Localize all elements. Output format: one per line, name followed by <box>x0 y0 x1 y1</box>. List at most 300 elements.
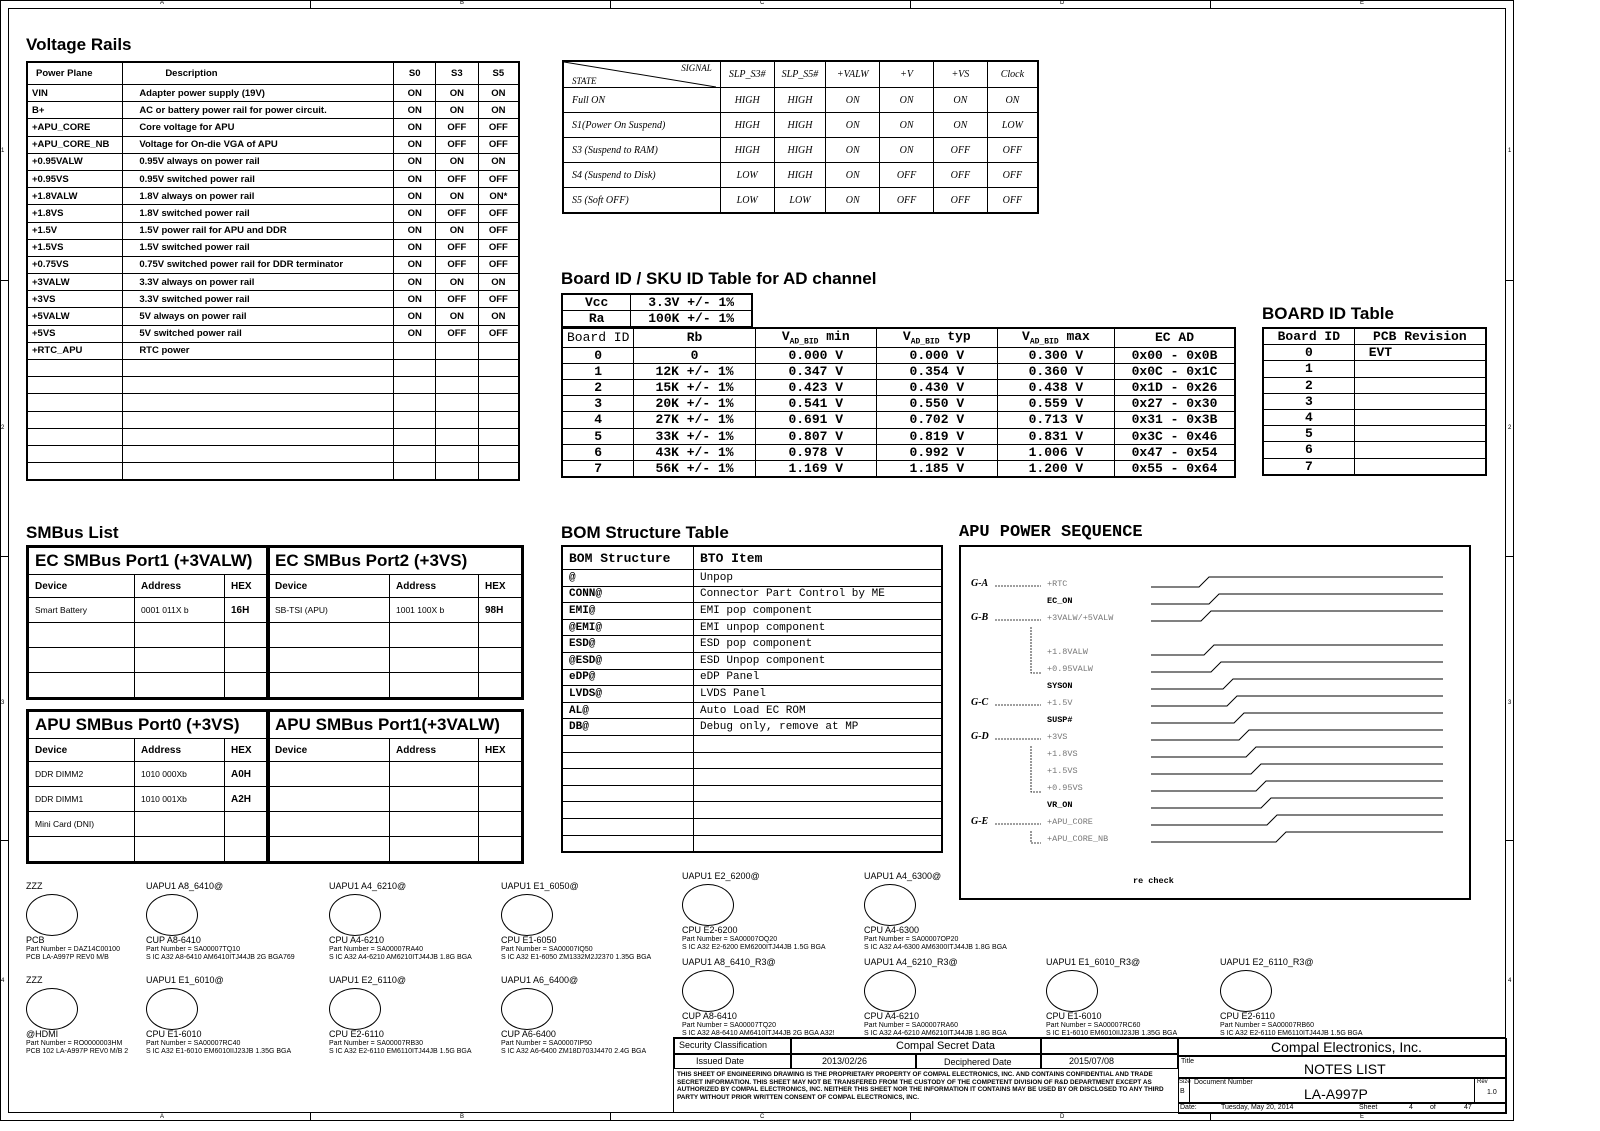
security-value: Compal Secret Data <box>896 1040 996 1052</box>
state-row <box>563 163 1038 188</box>
bom-cell <box>562 818 693 835</box>
smbus-cell <box>225 812 268 837</box>
vr-cell: ON <box>394 291 436 308</box>
part-number: Part Number = SA00007IQ50 <box>501 946 593 953</box>
smbus-row <box>269 837 522 862</box>
bom-row <box>562 636 942 653</box>
state-cell: OFF <box>987 138 1038 163</box>
smbus-cell <box>390 673 479 698</box>
vr-cell: AC or battery power rail for power circuit. <box>123 102 394 119</box>
vr-cell: ON <box>394 222 436 239</box>
bom-structure-table <box>561 545 943 853</box>
board-id-row <box>562 379 1235 395</box>
sequence-signal-label: +APU_CORE_NB <box>1047 834 1109 844</box>
vr-row <box>27 188 519 205</box>
vr-cell <box>394 342 436 359</box>
vr-cell: B+ <box>27 102 123 119</box>
bom-cell <box>562 735 693 752</box>
vr-cell: ON <box>394 136 436 153</box>
vr-cell <box>478 428 519 445</box>
sequence-signal-label: +1.8VALW <box>1047 647 1088 657</box>
vr-cell: 1.5V switched power rail <box>123 239 394 256</box>
state-header: +V <box>880 61 934 88</box>
pcb-row <box>1263 442 1486 458</box>
smbus-cell <box>390 762 479 787</box>
zone-col-label: D <box>1060 0 1065 6</box>
vr-cell: +1.8VALW <box>27 188 123 205</box>
smbus-cell: A2H <box>225 787 268 812</box>
part-number: Part Number = SA00007IP50 <box>501 1040 592 1047</box>
title-value: NOTES LIST <box>1304 1061 1386 1077</box>
vr-cell <box>394 445 436 462</box>
sequence-group-label: G-D <box>971 731 989 742</box>
vr-cell: +1.5V <box>27 222 123 239</box>
state-cell: S1(Power On Suspend) <box>563 113 720 138</box>
part-symbol <box>329 976 507 1058</box>
col-vmax: $V_{AD\_BID}$ max <box>997 328 1114 347</box>
smbus-cell <box>390 837 479 862</box>
smbus-cell <box>479 673 522 698</box>
smbus-cell <box>269 762 390 787</box>
vr-row <box>27 428 519 445</box>
bom-cell <box>562 835 693 852</box>
vr-cell: OFF <box>478 256 519 273</box>
vr-cell: OFF <box>478 239 519 256</box>
smbus-cell <box>29 648 135 673</box>
power-sequence-diagram <box>959 545 1471 900</box>
bom-cell: DB@ <box>562 719 693 736</box>
sheet-label: Sheet <box>1359 1104 1378 1111</box>
zone-tick <box>610 0 611 8</box>
state-cell: OFF <box>880 163 934 188</box>
vcc-label: Vcc <box>562 294 631 311</box>
issued-value: 2013/02/26 <box>822 1056 868 1066</box>
board-id-cell: 1.006 V <box>997 444 1114 460</box>
vr-cell <box>478 411 519 428</box>
board-id-cell: 0.559 V <box>997 396 1114 412</box>
smbus-cell <box>479 623 522 648</box>
bom-row <box>562 769 942 786</box>
part-circle <box>864 970 916 1012</box>
vr-row <box>27 463 519 481</box>
board-id-cell: 0.992 V <box>876 444 997 460</box>
board-id-cell: 0 <box>634 347 755 363</box>
state-cell: ON <box>880 88 934 113</box>
part-description: S IC A32 A8-6410 AM6410ITJ44JB 2G BGA769 <box>146 954 295 961</box>
sequence-waveform <box>1151 815 1443 825</box>
sequence-waveform <box>1151 730 1443 740</box>
col-address: Address <box>135 575 225 598</box>
vcc-value: 3.3V +/- 1% <box>631 294 752 311</box>
sequence-waveform <box>1151 798 1443 808</box>
vr-row <box>27 291 519 308</box>
board-id-cell: 0.807 V <box>755 428 876 444</box>
smbus-cell <box>390 623 479 648</box>
smbus-cell <box>479 762 522 787</box>
col-rb: Rb <box>634 328 755 347</box>
zone-tick <box>0 280 8 281</box>
col-address: Address <box>135 739 225 762</box>
smbus-cell <box>269 673 390 698</box>
vr-cell: ON <box>478 85 519 102</box>
vr-row <box>27 342 519 359</box>
part-description: PCB 102 LA-A997P REV0 M/B 2 <box>26 1048 129 1055</box>
zone-tick <box>0 840 8 841</box>
pcb-cell: EVT <box>1354 345 1486 361</box>
zone-tick <box>910 1113 911 1121</box>
bom-row <box>562 802 942 819</box>
board-id-cell: 1 <box>562 363 634 379</box>
bom-cell: LVDS@ <box>562 686 693 703</box>
zone-tick <box>310 0 311 8</box>
vr-cell: +3VALW <box>27 274 123 291</box>
zone-col-label: A <box>160 0 165 6</box>
state-cell: HIGH <box>774 138 826 163</box>
vr-cell: 3.3V switched power rail <box>123 291 394 308</box>
vr-cell: Core voltage for APU <box>123 119 394 136</box>
vr-cell: ON <box>394 102 436 119</box>
disclaimer: THIS SHEET OF ENGINEERING DRAWING IS THE PROPRIETARY PROPERTY OF COMPAL ELECTRONICS, INC. AND CONTAINS CONFIDENTIAL AND TRADE SECRET INFORMATION. THIS SHEET MAY NOT BE TRANSFERED FROM THE CUSTODY OF THE COMPETENT DIVISION OF R&D DEPARTMENT EXCEPT AS AUTHORIZED BY COMPAL ELECTRONICS, INC. NEITHER THIS SHEET NOR THE INFORMATION IT CONTAINS MAY BE USED BY OR DISCLOSED TO ANY THIRD PARTY WITHOUT PRIOR WRITTEN CONSENT OF COMPAL ELECTRONICS, INC. <box>677 1071 1164 1101</box>
part-ref: UAPU1 A4_6210_R3@ <box>864 957 958 967</box>
vr-cell: 5V always on power rail <box>123 308 394 325</box>
part-name: CUP A8-6410 <box>682 1011 737 1021</box>
col-vmin: $V_{AD\_BID}$ min <box>755 328 876 347</box>
vr-cell <box>478 377 519 394</box>
board-id-cell: 0.550 V <box>876 396 997 412</box>
bom-cell: Unpop <box>693 570 942 587</box>
company-name: Compal Electronics, Inc. <box>1271 1039 1422 1055</box>
vr-cell: OFF <box>436 239 479 256</box>
smbus-cell: Mini Card (DNI) <box>29 812 135 837</box>
smbus-cell <box>29 673 135 698</box>
state-header: SLP_S5# <box>774 61 826 88</box>
vr-cell <box>27 445 123 462</box>
smbus-cell <box>390 648 479 673</box>
part-symbol <box>864 958 1042 1040</box>
board-id-cell: 20K +/- 1% <box>634 396 755 412</box>
board-id-cell: 2 <box>562 379 634 395</box>
vr-row <box>27 360 519 377</box>
board-id-cell: 0.541 V <box>755 396 876 412</box>
vr-cell <box>27 360 123 377</box>
vr-cell <box>27 411 123 428</box>
smbus-row <box>269 623 522 648</box>
vr-cell: +1.8VS <box>27 205 123 222</box>
part-ref: UAPU1 A4_6300@ <box>864 871 942 881</box>
bom-row <box>562 818 942 835</box>
vr-cell <box>436 428 479 445</box>
smbus-cell <box>479 648 522 673</box>
pcb-table-title: BOARD ID Table <box>1262 304 1394 323</box>
zone-row-label: 2 <box>1508 425 1512 431</box>
board-id-cell: 0.000 V <box>755 347 876 363</box>
part-symbol <box>501 976 679 1058</box>
col-hex: HEX <box>479 575 522 598</box>
part-number: Part Number = SA00007RA60 <box>864 1022 958 1029</box>
state-cell: OFF <box>933 188 987 214</box>
bom-cell <box>693 818 942 835</box>
state-cell: ON <box>933 88 987 113</box>
vr-row <box>27 411 519 428</box>
board-id-cell: 0x0C - 0x1C <box>1115 363 1235 379</box>
vr-cell: 0.95V switched power rail <box>123 170 394 187</box>
vr-cell: OFF <box>478 136 519 153</box>
board-id-cell: 43K +/- 1% <box>634 444 755 460</box>
board-id-row <box>562 347 1235 363</box>
part-circle <box>146 988 198 1030</box>
docnum-label: Document Number <box>1194 1079 1253 1086</box>
part-name: CPU A4-6210 <box>329 935 385 945</box>
bom-row <box>562 570 942 587</box>
smbus-cell <box>390 787 479 812</box>
vr-cell: +1.5VS <box>27 239 123 256</box>
size-value: B <box>1180 1088 1185 1095</box>
sequence-signal-label: +RTC <box>1047 579 1068 589</box>
pcb-cell: 7 <box>1263 458 1354 475</box>
part-description: S IC E1-6010 EM6010IIJ23JB 1.35G BGA <box>1046 1030 1178 1037</box>
pcb-cell <box>1354 442 1486 458</box>
smbus-cell: 1010 000Xb <box>135 762 225 787</box>
smbus-cell: 1010 001Xb <box>135 787 225 812</box>
bom-cell <box>562 785 693 802</box>
bom-row <box>562 735 942 752</box>
date-label: Date: <box>1180 1104 1197 1111</box>
board-id-table <box>561 327 1236 478</box>
vr-cell: +0.95VALW <box>27 153 123 170</box>
vr-cell: OFF <box>478 222 519 239</box>
vr-cell: ON <box>478 153 519 170</box>
part-circle <box>329 988 381 1030</box>
pcb-cell <box>1354 458 1486 475</box>
vr-cell: 1.8V always on power rail <box>123 188 394 205</box>
bom-row <box>562 835 942 852</box>
of-label: of <box>1430 1104 1436 1111</box>
bom-cell: CONN@ <box>562 586 693 603</box>
vr-row <box>27 377 519 394</box>
vr-cell: ON <box>478 102 519 119</box>
part-ref: UAPU1 E2_6200@ <box>682 871 760 881</box>
signal-label: SIGNAL <box>681 63 712 73</box>
title-block <box>673 1037 1506 1113</box>
vr-cell <box>123 445 394 462</box>
pcb-header: Board ID <box>1263 328 1354 345</box>
state-cell: HIGH <box>720 138 774 163</box>
col-hex: HEX <box>225 575 268 598</box>
bom-cell: ESD Unpop component <box>693 652 942 669</box>
bom-row <box>562 702 942 719</box>
smbus-cell: Smart Battery <box>29 598 135 623</box>
smbus-cell: 0001 011X b <box>135 598 225 623</box>
sequence-waveform <box>1151 662 1443 672</box>
part-circle <box>682 970 734 1012</box>
part-number: Part Number = SA00007OQ20 <box>682 936 778 943</box>
zone-col-label: C <box>760 0 765 6</box>
board-id-title: Board ID / SKU ID Table for AD channel <box>561 269 877 288</box>
smbus-cell <box>225 648 268 673</box>
smbus-cell <box>269 812 390 837</box>
part-name: CPU A4-6210 <box>864 1011 920 1021</box>
part-number: Part Number = DAZ14C00100 <box>26 946 120 953</box>
col-device: Device <box>29 575 135 598</box>
zone-tick <box>310 1113 311 1121</box>
smbus-row <box>29 837 268 862</box>
board-id-cell: 0.347 V <box>755 363 876 379</box>
vr-cell <box>436 342 479 359</box>
vr-cell <box>123 428 394 445</box>
board-id-cell: 33K +/- 1% <box>634 428 755 444</box>
vr-cell: 3.3V always on power rail <box>123 274 394 291</box>
vr-cell: ON <box>394 308 436 325</box>
vr-cell <box>123 394 394 411</box>
bom-cell <box>562 752 693 769</box>
smbus-row <box>29 812 268 837</box>
pcb-cell <box>1354 361 1486 377</box>
smbus-cell <box>269 623 390 648</box>
part-description: S IC A32 A4-6210 AM6210ITJ44JB 1.8G BGA <box>329 954 472 961</box>
part-number: Part Number = SA00007TQ20 <box>682 1022 776 1029</box>
part-circle <box>146 894 198 936</box>
zone-tick <box>1506 280 1514 281</box>
zone-row-label: 3 <box>1508 700 1512 706</box>
smbus-port-title: EC SMBus Port1 (+3VALW) <box>29 548 268 575</box>
vr-cell: +RTC_APU <box>27 342 123 359</box>
board-id-cell: 3 <box>562 396 634 412</box>
board-id-cell: 0x47 - 0x54 <box>1115 444 1235 460</box>
vr-cell <box>478 463 519 481</box>
vr-cell: OFF <box>436 291 479 308</box>
vr-cell: OFF <box>478 170 519 187</box>
smbus-title: SMBus List <box>26 523 119 542</box>
vr-cell: ON <box>394 119 436 136</box>
board-id-cell: 1.169 V <box>755 460 876 477</box>
vr-cell <box>478 360 519 377</box>
bom-cell: Connector Part Control by ME <box>693 586 942 603</box>
smbus-cell: 16H <box>225 598 268 623</box>
board-id-cell: 4 <box>562 412 634 428</box>
bom-cell <box>693 769 942 786</box>
bom-cell: @EMI@ <box>562 619 693 636</box>
state-cell: ON <box>987 88 1038 113</box>
state-row <box>563 138 1038 163</box>
pcb-row <box>1263 345 1486 361</box>
smbus-cell: DDR DIMM1 <box>29 787 135 812</box>
vr-cell: ON <box>394 153 436 170</box>
board-id-cell: 56K +/- 1% <box>634 460 755 477</box>
smbus-cell <box>135 648 225 673</box>
board-id-cell: 0x1D - 0x26 <box>1115 379 1235 395</box>
pcb-row <box>1263 426 1486 442</box>
sequence-signal-label: +0.95VS <box>1047 783 1083 793</box>
bom-cell: LVDS Panel <box>693 686 942 703</box>
part-description: PCB LA-A997P REV0 M/B <box>26 954 109 961</box>
smbus-cell <box>479 787 522 812</box>
state-cell: LOW <box>720 188 774 214</box>
smbus-row <box>29 598 268 623</box>
sequence-signal-label: SYSON <box>1047 681 1073 691</box>
zone-tick <box>910 0 911 8</box>
state-header: +VS <box>933 61 987 88</box>
vr-cell: OFF <box>436 256 479 273</box>
bom-header: BOM Structure <box>562 546 693 570</box>
part-circle <box>501 988 553 1030</box>
board-id-row <box>562 460 1235 477</box>
sequence-waveform <box>1151 696 1443 706</box>
part-symbol <box>682 958 860 1040</box>
bom-cell <box>562 769 693 786</box>
vr-cell <box>436 360 479 377</box>
col-vtyp: $V_{AD\_BID}$ typ <box>876 328 997 347</box>
vr-cell <box>27 463 123 481</box>
vr-row <box>27 274 519 291</box>
vr-cell: OFF <box>478 205 519 222</box>
bom-cell: eDP@ <box>562 669 693 686</box>
smbus-cell <box>225 673 268 698</box>
part-symbol <box>501 882 679 964</box>
state-cell: HIGH <box>720 113 774 138</box>
vr-cell: ON <box>478 274 519 291</box>
vcc-ra-table <box>561 293 753 328</box>
zone-tick <box>1210 0 1211 8</box>
smbus-cell <box>390 812 479 837</box>
part-circle <box>26 894 78 936</box>
smbus-cell <box>29 837 135 862</box>
sequence-group-label: G-C <box>971 697 989 708</box>
bom-row <box>562 719 942 736</box>
vr-row <box>27 136 519 153</box>
part-description: S IC A32 E1-6010 EM6010IIJ23JB 1.35G BGA <box>146 1048 292 1055</box>
state-cell: LOW <box>774 188 826 214</box>
state-cell: ON <box>826 138 880 163</box>
bom-cell: eDP Panel <box>693 669 942 686</box>
bom-cell <box>693 735 942 752</box>
bom-header: BTO Item <box>693 546 942 570</box>
vr-header: S5 <box>478 62 519 85</box>
rev-value: 1.0 <box>1487 1089 1497 1096</box>
col-device: Device <box>269 575 390 598</box>
sequence-signal-label: SUSP# <box>1047 715 1073 725</box>
state-cell: S3 (Suspend to RAM) <box>563 138 720 163</box>
vr-cell: VIN <box>27 85 123 102</box>
pcb-cell: 3 <box>1263 393 1354 409</box>
smbus-row <box>29 787 268 812</box>
bom-title: BOM Structure Table <box>561 523 729 542</box>
smbus-row <box>29 623 268 648</box>
vr-row <box>27 153 519 170</box>
bom-cell <box>693 752 942 769</box>
board-id-cell: 0.702 V <box>876 412 997 428</box>
bom-row <box>562 603 942 620</box>
board-id-cell: 15K +/- 1% <box>634 379 755 395</box>
smbus-port-title: APU SMBus Port1(+3VALW) <box>269 712 522 739</box>
part-ref: UAPU1 A4_6210@ <box>329 881 407 891</box>
board-id-cell: 7 <box>562 460 634 477</box>
vr-row <box>27 170 519 187</box>
part-symbol <box>682 872 860 954</box>
board-id-cell: 0x55 - 0x64 <box>1115 460 1235 477</box>
board-id-cell: 0.978 V <box>755 444 876 460</box>
part-symbol <box>864 872 1042 954</box>
vr-cell: +0.95VS <box>27 170 123 187</box>
part-description: S IC A32 E1-6050 ZM1332M2J2370 1.35G BGA <box>501 954 652 961</box>
vr-cell <box>27 377 123 394</box>
bom-cell <box>693 785 942 802</box>
board-id-cell: 1.185 V <box>876 460 997 477</box>
board-id-cell: 6 <box>562 444 634 460</box>
vr-header: Description <box>123 62 394 85</box>
vr-cell: ON <box>436 188 479 205</box>
vr-cell: +5VS <box>27 325 123 342</box>
vr-cell: OFF <box>478 291 519 308</box>
